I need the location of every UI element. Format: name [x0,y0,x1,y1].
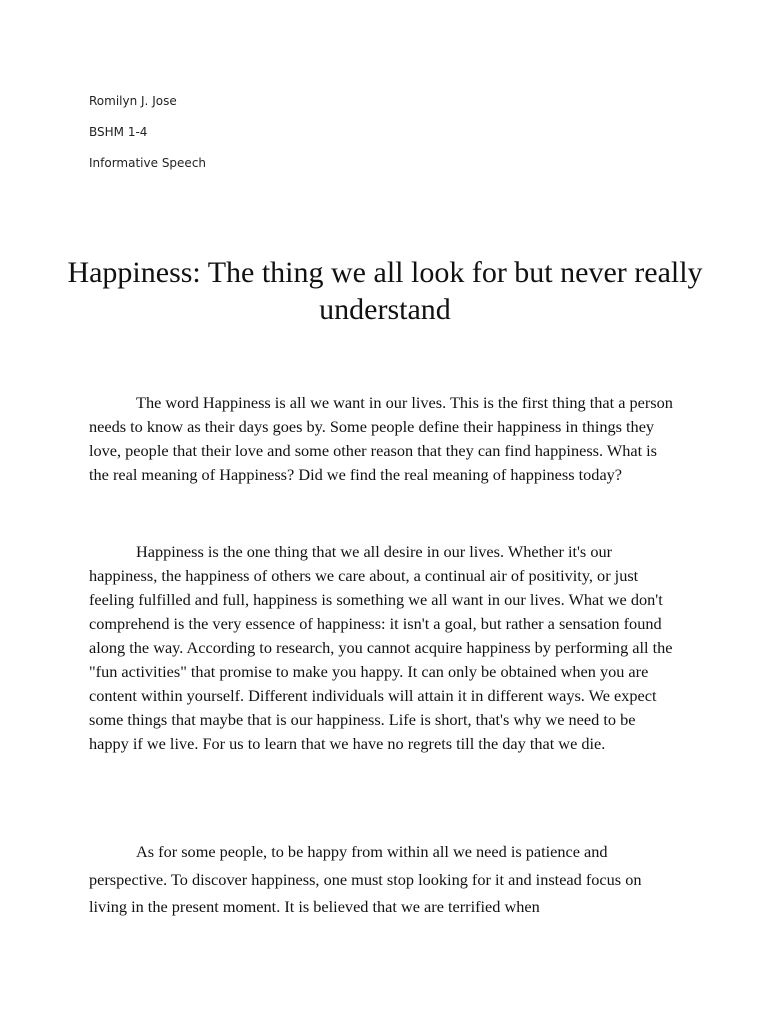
document-type: Informative Speech [89,156,207,170]
document-title: Happiness: The thing we all look for but never really understand [67,256,703,326]
course-section: BSHM 1-4 [89,125,148,139]
paragraph-3: As for some people, to be happy from within all we need is patience and perspective. To discover happiness, one must stop looking for it and instead focus on living in the present moment. It is believed that we are terrified when [89,842,642,916]
author-name: Romilyn J. Jose [89,94,177,108]
paragraph-2: Happiness is the one thing that we all desire in our lives. Whether it's our happiness, the happiness of others we care about, a continual air of positivity, or just feeling fulfilled and full, happiness is something we all want in our lives. What we don't comprehend is the very essence of happiness: it isn't a goal, but rather a sensation found along the way. According to research, you cannot acquire happiness by performing all the "fun activities" that promise to make you happy. It can only be obtained when you are content within yourself. Different individuals will attain it in different ways. We expect some things that maybe that is our happiness. Life is short, that's why we need to be happy if we live. For us to learn that we have no regrets till the day that we die. [89,542,673,753]
paragraph-1: The word Happiness is all we want in our lives. This is the first thing that a person needs to know as their days goes by. Some people define their happiness in things they love, people that their love and some other reason that they can find happiness. What is the real meaning of Happiness? Did we find the real meaning of happiness today? [89,393,673,484]
